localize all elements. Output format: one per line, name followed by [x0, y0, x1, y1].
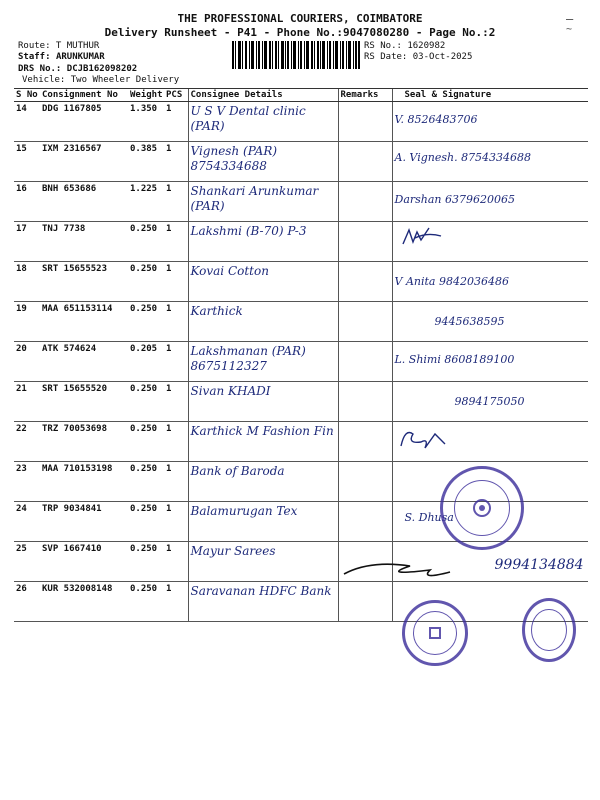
cell-sno: 20: [14, 342, 40, 382]
handwritten-signature: [395, 424, 455, 452]
cell-sno: 25: [14, 542, 40, 582]
cell-consignment: SRT 15655523: [40, 262, 128, 302]
cell-remarks: [338, 342, 392, 382]
cell-pcs: 1: [164, 262, 188, 302]
col-consignee: Consignee Details: [188, 89, 338, 102]
cell-sno: 26: [14, 582, 40, 622]
cell-consignee: Kovai Cotton: [190, 264, 269, 278]
cell-weight: 0.250: [128, 462, 164, 502]
cell-remarks: [338, 182, 392, 222]
rs-date: RS Date: 03-Oct-2025: [364, 52, 473, 62]
cell-pcs: 1: [164, 102, 188, 142]
cell-remarks: [338, 502, 392, 542]
table-row: [14, 262, 588, 302]
cell-remarks: [338, 382, 392, 422]
cell-remarks: [338, 422, 392, 462]
cell-weight: 0.250: [128, 502, 164, 542]
cell-pcs: 1: [164, 142, 188, 182]
cell-consignment: DDG 1167805: [40, 102, 128, 142]
bank-of-baroda-stamp: [440, 466, 524, 550]
cell-sno: 22: [14, 422, 40, 462]
cell-pcs: 1: [164, 382, 188, 422]
cell-weight: 0.250: [128, 262, 164, 302]
cell-weight: 0.250: [128, 222, 164, 262]
secondary-bank-stamp: [522, 598, 576, 662]
cell-pcs: 1: [164, 462, 188, 502]
cell-consignment: IXM 2316567: [40, 142, 128, 182]
cell-signature: A. Vignesh. 8754334688: [394, 151, 532, 164]
route-text: Route: T MUTHUR: [18, 41, 100, 51]
cell-weight: 1.350: [128, 102, 164, 142]
cell-weight: 0.250: [128, 582, 164, 622]
cell-weight: 0.250: [128, 422, 164, 462]
table-row: [14, 422, 588, 462]
runsheet-subtitle: Delivery Runsheet - P41 - Phone No.:9047080280 - Page No.:2: [104, 26, 496, 39]
drs-value: DCJB162098202: [66, 64, 138, 74]
handwritten-signature: [395, 224, 455, 250]
table-row: [14, 582, 588, 622]
cell-remarks: [338, 302, 392, 342]
cell-consignment: TRP 9034841: [40, 502, 128, 542]
cell-weight: 0.250: [128, 542, 164, 582]
col-consignment: Consignment No: [40, 89, 128, 102]
cell-signature: 9994134884: [494, 557, 584, 573]
cell-pcs: 1: [164, 582, 188, 622]
cell-consignee: U S V Dental clinic (PAR): [190, 104, 306, 133]
pencil-mark: –: [566, 12, 574, 26]
cell-consignee: Balamurugan Tex: [190, 504, 298, 518]
cell-sno: 21: [14, 382, 40, 422]
cell-weight: 0.250: [128, 302, 164, 342]
cell-sno: 19: [14, 302, 40, 342]
drs-text: [18, 64, 137, 74]
col-weight: Weight: [130, 90, 163, 100]
cell-consignee: Sivan KHADI: [190, 384, 271, 398]
cell-consignment: ATK 574624: [40, 342, 128, 382]
cell-remarks: [338, 582, 392, 622]
cell-pcs: 1: [164, 342, 188, 382]
cell-pcs: 1: [164, 542, 188, 582]
staff-label: Staff:: [18, 52, 51, 62]
cell-signature: Darshan 6379620065: [394, 193, 515, 206]
cell-sno: 14: [14, 102, 40, 142]
cell-signature: 9445638595: [434, 315, 505, 328]
cell-consignment: BNH 653686: [40, 182, 128, 222]
cell-weight: 0.205: [128, 342, 164, 382]
cell-remarks: [338, 462, 392, 502]
cell-consignee: Lakshmi (B-70) P-3: [190, 224, 307, 238]
pencil-mark-2: ~: [566, 24, 573, 35]
cell-signature: L. Shimi 8608189100: [394, 353, 515, 366]
table-row: [14, 222, 588, 262]
cell-remarks: [338, 262, 392, 302]
runsheet-title: THE PROFESSIONAL COURIERS, COIMBATORE: [177, 12, 423, 25]
staff-text: [18, 52, 105, 62]
staff-value: ARUNKUMAR: [55, 52, 105, 62]
cell-consignee: Lakshmanan (PAR) 8675112327: [190, 344, 306, 373]
col-sno: S No: [14, 89, 40, 102]
cell-consignment: TNJ 7738: [40, 222, 128, 262]
table-row: [14, 182, 588, 222]
cell-pcs: 1: [164, 182, 188, 222]
cell-consignee: Mayur Sarees: [190, 544, 276, 558]
cell-consignment: SRT 15655520: [40, 382, 128, 422]
cell-pcs: 1: [164, 502, 188, 542]
cell-consignment: MAA 651153114: [40, 302, 128, 342]
cell-pcs: 1: [164, 422, 188, 462]
table-row: [14, 342, 588, 382]
cell-sno: 17: [14, 222, 40, 262]
table-row: [14, 302, 588, 342]
col-pcs: PCS: [164, 89, 188, 102]
table-row: [14, 142, 588, 182]
col-remarks: Remarks: [338, 89, 392, 102]
bank-logo-icon: [427, 625, 443, 641]
table-row: [14, 542, 588, 582]
cell-remarks: [338, 222, 392, 262]
cell-consignee: Karthick M Fashion Fin: [190, 424, 334, 438]
cell-weight: 0.250: [128, 382, 164, 422]
drs-label: DRS No.:: [18, 64, 62, 74]
table-row: [14, 102, 588, 142]
cell-signature: 9894175050: [454, 395, 525, 408]
barcode: [232, 41, 360, 69]
cell-consignment: KUR 532008148: [40, 582, 128, 622]
cell-sno: 24: [14, 502, 40, 542]
cell-weight: 0.385: [128, 142, 164, 182]
cell-consignee: Vignesh (PAR) 8754334688: [190, 144, 278, 173]
cell-consignment: SVP 1667410: [40, 542, 128, 582]
cell-sno: 15: [14, 142, 40, 182]
hdfc-bank-stamp: [402, 600, 468, 666]
vehicle-text: Vehicle: Two Wheeler Delivery: [22, 75, 180, 85]
table-row: [14, 382, 588, 422]
cell-consignee: Karthick: [190, 304, 243, 318]
cell-pcs: 1: [164, 302, 188, 342]
cell-sno: 23: [14, 462, 40, 502]
cell-weight: 1.225: [128, 182, 164, 222]
cell-consignment: MAA 710153198: [40, 462, 128, 502]
cell-consignee: Bank of Baroda: [190, 464, 285, 478]
cell-remarks: [338, 102, 392, 142]
cell-consignee: Shankari Arunkumar (PAR): [190, 184, 319, 213]
cell-consignee: Saravanan HDFC Bank: [190, 584, 332, 598]
cell-sno: 16: [14, 182, 40, 222]
cell-sno: 18: [14, 262, 40, 302]
cell-signature: V. 8526483706: [394, 113, 478, 126]
cell-pcs: 1: [164, 222, 188, 262]
cell-consignment: TRZ 70053698: [40, 422, 128, 462]
cell-signature: S. Dhusa: [404, 511, 454, 524]
table-header-row: [14, 89, 588, 102]
bank-logo-icon: [471, 497, 493, 519]
cell-remarks: [338, 142, 392, 182]
handwritten-signature-large: [340, 556, 480, 586]
rs-number: RS No.: 1620982: [364, 41, 446, 51]
col-signature: Seal & Signature: [392, 89, 588, 102]
cell-signature: V Anita 9842036486: [394, 275, 509, 288]
